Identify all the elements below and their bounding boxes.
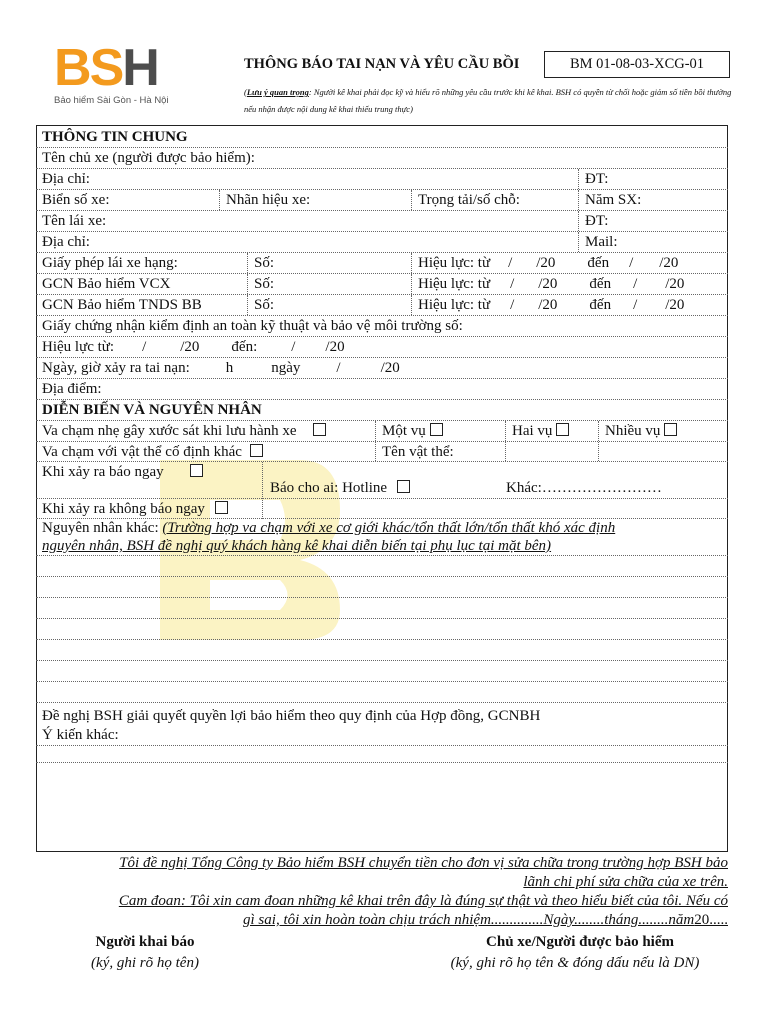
- driver-row: [36, 211, 728, 232]
- opinion-line[interactable]: [36, 745, 728, 746]
- address-row: [36, 169, 728, 190]
- other-cause-block[interactable]: [36, 519, 728, 555]
- object-name-field[interactable]: Tên vật thể:: [375, 442, 505, 461]
- commit-statement-2: gì sai, tôi xin hoàn toàn chịu trách nhiệm..............Ngày........tháng........năm20.....: [243, 912, 728, 928]
- many-cases-option[interactable]: Nhiều vụ: [598, 421, 728, 441]
- brand-field[interactable]: Nhãn hiệu xe:: [219, 190, 411, 210]
- license-row: [36, 253, 728, 274]
- driver-address-field[interactable]: Địa chỉ:: [42, 234, 90, 250]
- opinion-field[interactable]: Ý kiến khác:: [42, 727, 119, 743]
- commit-year: 20.....: [694, 912, 728, 928]
- tnds-field[interactable]: GCN Bảo hiểm TNDS BB: [42, 297, 202, 313]
- cause-line[interactable]: [36, 639, 728, 640]
- driver-address-row: [36, 232, 728, 253]
- note-label: Lưu ý quan trọng: [246, 87, 309, 97]
- license-validity[interactable]: Hiệu lực: từ / /20 đến / /20: [411, 253, 728, 273]
- inspection-validity-row: [36, 337, 728, 358]
- declarer-title: Người khai báo: [95, 934, 195, 950]
- important-note: (Lưu ý quan trọng: Người kê khai phải đọc kỹ và hiểu rõ những yêu cầu trước khi kê khai. BSH có quyền từ chối hoặc giảm số tiền bồi thường nếu nhận được nội dung kê khai thiếu trung thực): [244, 87, 732, 114]
- vcx-validity[interactable]: Hiệu lực: từ / /20 đến / /20: [411, 274, 728, 294]
- driver-phone-field[interactable]: ĐT:: [578, 211, 728, 231]
- other-cause-label: Nguyên nhân khác:: [42, 520, 159, 536]
- not-reported-checkbox[interactable]: [215, 501, 228, 514]
- bsh-logo: [54, 39, 204, 110]
- owner-sign-note: (ký, ghi rõ họ tên & đóng dấu nếu là DN): [450, 955, 700, 971]
- cause-line[interactable]: [36, 618, 728, 619]
- logo-subtitle: Bảo hiểm Sài Gòn - Hà Nội: [54, 95, 169, 106]
- other-cause-note-2: nguyên nhân, BSH đề nghị quý khách hàng kê khai diễn biến tại phụ lục tại mặt bên): [42, 538, 552, 554]
- logo-mark: [54, 39, 204, 97]
- one-case-option[interactable]: Một vụ: [375, 421, 505, 441]
- accident-time-row: [36, 358, 728, 379]
- tnds-validity[interactable]: Hiệu lực: từ / /20 đến / /20: [411, 295, 728, 315]
- other-cause-note-1: (Trường hợp va chạm với xe cơ giới khác/tổn thất lớn/tổn thất khó xác định: [162, 520, 616, 536]
- place-row: [36, 379, 728, 400]
- reported-other-field[interactable]: Khác:……………………: [506, 480, 662, 496]
- reported-to-option[interactable]: Báo cho ai: Hotline: [270, 478, 410, 498]
- fixed-object-option[interactable]: Va chạm với vật thể cố định khác: [36, 442, 375, 461]
- owner-title: Chủ xe/Người được bảo hiểm: [486, 934, 674, 950]
- declarer-sign-note: (ký, ghi rõ họ tên): [91, 955, 199, 971]
- light-collision-option[interactable]: Va chạm nhẹ gây xước sát khi lưu hành xe: [36, 421, 375, 441]
- cause-line[interactable]: [36, 660, 728, 661]
- report-block: [36, 462, 728, 499]
- cause-line[interactable]: [36, 597, 728, 598]
- cause-line[interactable]: [36, 681, 728, 682]
- inspection-validity[interactable]: Hiệu lực từ: / /20 đến: / /20: [42, 339, 345, 355]
- phone-field[interactable]: ĐT:: [578, 169, 728, 189]
- object-name-blank-2[interactable]: [598, 442, 728, 461]
- tnds-number[interactable]: Số:: [247, 295, 411, 315]
- fixed-object-row: [36, 442, 728, 462]
- transfer-statement-1: Tôi đề nghị Tổng Công ty Bảo hiểm BSH chuyển tiền cho đơn vị sửa chữa trong trường hợp BSH bảo: [119, 855, 728, 871]
- not-reported-option[interactable]: Khi xảy ra không báo ngay: [36, 499, 262, 518]
- vcx-row: [36, 274, 728, 295]
- commit-statement-1: Cam đoan: Tôi xin cam đoan những kê khai trên đây là đúng sự thật và theo hiểu biết của tôi. Nếu có: [118, 893, 728, 909]
- form-code: BM 01-08-03-XCG-01: [544, 51, 730, 78]
- vcx-field[interactable]: GCN Bảo hiểm VCX: [42, 276, 171, 292]
- license-field[interactable]: Giấy phép lái xe hạng:: [42, 255, 178, 271]
- note-text: : Người kê khai phải đọc kỹ và hiểu rõ những yêu cầu trước khi kê khai. BSH có quyền từ chối hoặc giảm số tiền bồi thường nếu nhận được nội dung kê khai thiếu trung thực): [244, 87, 732, 114]
- light-collision-checkbox[interactable]: [313, 423, 326, 436]
- fixed-object-checkbox[interactable]: [250, 444, 263, 457]
- reported-now-option[interactable]: Khi xảy ra báo ngay: [36, 462, 262, 499]
- light-collision-row: [36, 421, 728, 442]
- load-field[interactable]: Trọng tải/số chỗ:: [411, 190, 578, 210]
- incident-section-header: [36, 400, 728, 421]
- cause-line[interactable]: [36, 555, 728, 556]
- logo-letters: BSH: [54, 39, 158, 97]
- plate-field[interactable]: Biển số xe:: [42, 192, 110, 208]
- vcx-number[interactable]: Số:: [247, 274, 411, 294]
- inspection-row: [36, 316, 728, 337]
- two-cases-checkbox[interactable]: [556, 423, 569, 436]
- hotline-checkbox[interactable]: [397, 480, 410, 493]
- one-case-checkbox[interactable]: [430, 423, 443, 436]
- vehicle-row: [36, 190, 728, 211]
- cause-line[interactable]: [36, 702, 728, 703]
- place-field[interactable]: Địa điểm:: [42, 381, 102, 397]
- general-section-header: [36, 127, 728, 148]
- object-name-blank-1[interactable]: [505, 442, 598, 461]
- general-section-title: THÔNG TIN CHUNG: [42, 129, 188, 145]
- mail-field[interactable]: Mail:: [578, 232, 728, 252]
- owner-row: [36, 148, 728, 169]
- not-reported-row: [36, 499, 728, 519]
- reported-now-checkbox[interactable]: [190, 464, 203, 477]
- request-text: Đề nghị BSH giải quyết quyền lợi bảo hiểm theo quy định của Hợp đồng, GCNBH: [42, 708, 541, 724]
- two-cases-option[interactable]: Hai vụ: [505, 421, 598, 441]
- license-number[interactable]: Số:: [247, 253, 411, 273]
- tnds-row: [36, 295, 728, 316]
- address-field[interactable]: Địa chỉ:: [42, 171, 90, 187]
- owner-field[interactable]: Tên chủ xe (người được bảo hiểm):: [42, 150, 255, 166]
- cause-line[interactable]: [36, 576, 728, 577]
- driver-field[interactable]: Tên lái xe:: [42, 213, 107, 229]
- transfer-statement-2: lãnh chi phí sửa chữa của xe trên.: [523, 874, 728, 890]
- opinion-line[interactable]: [36, 762, 728, 763]
- form-title: THÔNG BÁO TAI NẠN VÀ YÊU CẦU BỒI: [244, 56, 520, 72]
- incident-section-title: DIỄN BIẾN VÀ NGUYÊN NHÂN: [42, 402, 262, 418]
- year-field[interactable]: Năm SX:: [578, 190, 728, 210]
- accident-time-field[interactable]: Ngày, giờ xảy ra tai nạn: h ngày / /20: [42, 360, 400, 376]
- inspection-field[interactable]: Giấy chứng nhận kiểm định an toàn kỹ thuật và bảo vệ môi trường số:: [42, 318, 463, 334]
- many-cases-checkbox[interactable]: [664, 423, 677, 436]
